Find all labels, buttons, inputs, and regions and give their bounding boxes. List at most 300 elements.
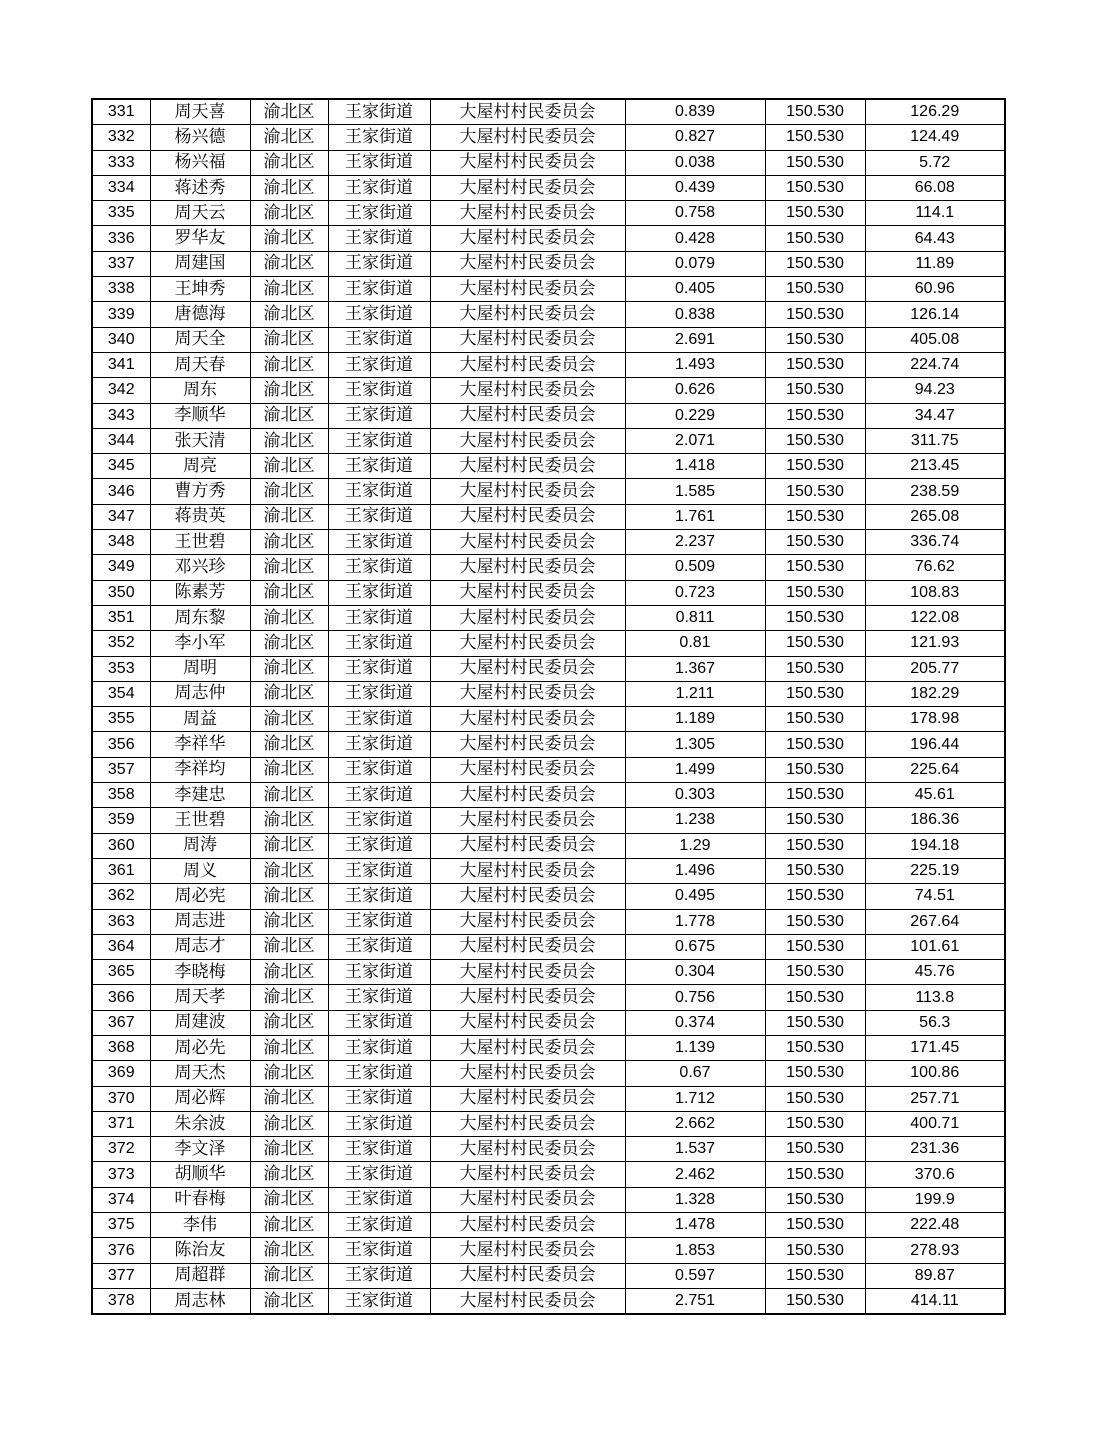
rate-cell: 150.530 [765, 201, 865, 226]
amount-cell: 194.18 [865, 833, 1005, 858]
committee-cell: 大屋村村民委员会 [430, 428, 625, 453]
committee-cell: 大屋村村民委员会 [430, 1162, 625, 1187]
committee-cell: 大屋村村民委员会 [430, 302, 625, 327]
committee-cell: 大屋村村民委员会 [430, 580, 625, 605]
street-cell: 王家街道 [328, 732, 430, 757]
street-cell: 王家街道 [328, 1086, 430, 1111]
table-row [92, 757, 1005, 782]
street-cell: 王家街道 [328, 1010, 430, 1035]
area-cell: 1.418 [625, 454, 765, 479]
area-cell: 1.537 [625, 1137, 765, 1162]
amount-cell: 126.14 [865, 302, 1005, 327]
area-cell: 1.238 [625, 808, 765, 833]
district-cell: 渝北区 [250, 1010, 328, 1035]
amount-cell: 265.08 [865, 504, 1005, 529]
table-row [92, 479, 1005, 504]
table-row [92, 884, 1005, 909]
name-cell: 周志林 [150, 1288, 250, 1314]
amount-cell: 257.71 [865, 1086, 1005, 1111]
district-cell: 渝北区 [250, 226, 328, 251]
table-row [92, 1288, 1005, 1314]
committee-cell: 大屋村村民委员会 [430, 1238, 625, 1263]
committee-cell: 大屋村村民委员会 [430, 1010, 625, 1035]
rate-cell: 150.530 [765, 707, 865, 732]
table-row [92, 985, 1005, 1010]
area-cell: 0.405 [625, 277, 765, 302]
street-cell: 王家街道 [328, 428, 430, 453]
name-cell: 周志进 [150, 909, 250, 934]
serial-number-cell: 342 [92, 378, 150, 403]
street-cell: 王家街道 [328, 1288, 430, 1314]
table-row [92, 707, 1005, 732]
serial-number-cell: 343 [92, 403, 150, 428]
table-row [92, 631, 1005, 656]
amount-cell: 60.96 [865, 277, 1005, 302]
street-cell: 王家街道 [328, 277, 430, 302]
serial-number-cell: 339 [92, 302, 150, 327]
committee-cell: 大屋村村民委员会 [430, 454, 625, 479]
amount-cell: 405.08 [865, 327, 1005, 352]
table-body [92, 99, 1005, 1314]
area-cell: 0.597 [625, 1263, 765, 1288]
table-row [92, 99, 1005, 125]
area-cell: 0.509 [625, 555, 765, 580]
amount-cell: 400.71 [865, 1111, 1005, 1136]
area-cell: 1.499 [625, 757, 765, 782]
name-cell: 李祥华 [150, 732, 250, 757]
committee-cell: 大屋村村民委员会 [430, 125, 625, 150]
table-row [92, 1086, 1005, 1111]
amount-cell: 267.64 [865, 909, 1005, 934]
committee-cell: 大屋村村民委员会 [430, 1137, 625, 1162]
district-cell: 渝北区 [250, 277, 328, 302]
table-row [92, 1263, 1005, 1288]
street-cell: 王家街道 [328, 251, 430, 276]
street-cell: 王家街道 [328, 150, 430, 175]
name-cell: 杨兴福 [150, 150, 250, 175]
area-cell: 0.439 [625, 175, 765, 200]
table-row [92, 150, 1005, 175]
street-cell: 王家街道 [328, 985, 430, 1010]
street-cell: 王家街道 [328, 454, 430, 479]
district-cell: 渝北区 [250, 352, 328, 377]
rate-cell: 150.530 [765, 681, 865, 706]
street-cell: 王家街道 [328, 1213, 430, 1238]
amount-cell: 5.72 [865, 150, 1005, 175]
area-cell: 1.853 [625, 1238, 765, 1263]
serial-number-cell: 377 [92, 1263, 150, 1288]
street-cell: 王家街道 [328, 580, 430, 605]
table-row [92, 732, 1005, 757]
committee-cell: 大屋村村民委员会 [430, 934, 625, 959]
street-cell: 王家街道 [328, 479, 430, 504]
committee-cell: 大屋村村民委员会 [430, 681, 625, 706]
rate-cell: 150.530 [765, 1263, 865, 1288]
amount-cell: 224.74 [865, 352, 1005, 377]
name-cell: 叶春梅 [150, 1187, 250, 1212]
rate-cell: 150.530 [765, 175, 865, 200]
table-row [92, 783, 1005, 808]
committee-cell: 大屋村村民委员会 [430, 201, 625, 226]
serial-number-cell: 334 [92, 175, 150, 200]
street-cell: 王家街道 [328, 909, 430, 934]
table-row [92, 1111, 1005, 1136]
street-cell: 王家街道 [328, 808, 430, 833]
rate-cell: 150.530 [765, 479, 865, 504]
name-cell: 罗华友 [150, 226, 250, 251]
rate-cell: 150.530 [765, 909, 865, 934]
amount-cell: 11.89 [865, 251, 1005, 276]
table-row [92, 378, 1005, 403]
district-cell: 渝北区 [250, 99, 328, 125]
street-cell: 王家街道 [328, 884, 430, 909]
committee-cell: 大屋村村民委员会 [430, 1061, 625, 1086]
area-cell: 0.838 [625, 302, 765, 327]
committee-cell: 大屋村村民委员会 [430, 960, 625, 985]
district-cell: 渝北区 [250, 808, 328, 833]
street-cell: 王家街道 [328, 403, 430, 428]
table-row [92, 352, 1005, 377]
district-cell: 渝北区 [250, 378, 328, 403]
district-cell: 渝北区 [250, 631, 328, 656]
area-cell: 0.304 [625, 960, 765, 985]
district-cell: 渝北区 [250, 960, 328, 985]
street-cell: 王家街道 [328, 201, 430, 226]
street-cell: 王家街道 [328, 605, 430, 630]
street-cell: 王家街道 [328, 352, 430, 377]
serial-number-cell: 356 [92, 732, 150, 757]
name-cell: 李伟 [150, 1213, 250, 1238]
street-cell: 王家街道 [328, 99, 430, 125]
serial-number-cell: 364 [92, 934, 150, 959]
name-cell: 周建波 [150, 1010, 250, 1035]
rate-cell: 150.530 [765, 454, 865, 479]
committee-cell: 大屋村村民委员会 [430, 352, 625, 377]
table-row [92, 555, 1005, 580]
amount-cell: 336.74 [865, 530, 1005, 555]
table-row [92, 1187, 1005, 1212]
table-row [92, 681, 1005, 706]
street-cell: 王家街道 [328, 757, 430, 782]
rate-cell: 150.530 [765, 428, 865, 453]
street-cell: 王家街道 [328, 125, 430, 150]
district-cell: 渝北区 [250, 1288, 328, 1314]
rate-cell: 150.530 [765, 226, 865, 251]
amount-cell: 199.9 [865, 1187, 1005, 1212]
name-cell: 周天喜 [150, 99, 250, 125]
committee-cell: 大屋村村民委员会 [430, 605, 625, 630]
serial-number-cell: 340 [92, 327, 150, 352]
table-row [92, 428, 1005, 453]
table-row [92, 1238, 1005, 1263]
serial-number-cell: 333 [92, 150, 150, 175]
area-cell: 1.29 [625, 833, 765, 858]
area-cell: 2.751 [625, 1288, 765, 1314]
committee-cell: 大屋村村民委员会 [430, 909, 625, 934]
name-cell: 周建国 [150, 251, 250, 276]
serial-number-cell: 374 [92, 1187, 150, 1212]
table-row [92, 1137, 1005, 1162]
area-cell: 2.691 [625, 327, 765, 352]
name-cell: 周亮 [150, 454, 250, 479]
amount-cell: 196.44 [865, 732, 1005, 757]
name-cell: 周东 [150, 378, 250, 403]
table-row [92, 302, 1005, 327]
district-cell: 渝北区 [250, 428, 328, 453]
rate-cell: 150.530 [765, 631, 865, 656]
committee-cell: 大屋村村民委员会 [430, 555, 625, 580]
serial-number-cell: 352 [92, 631, 150, 656]
street-cell: 王家街道 [328, 555, 430, 580]
name-cell: 周益 [150, 707, 250, 732]
name-cell: 周天春 [150, 352, 250, 377]
amount-cell: 122.08 [865, 605, 1005, 630]
district-cell: 渝北区 [250, 150, 328, 175]
amount-cell: 100.86 [865, 1061, 1005, 1086]
rate-cell: 150.530 [765, 504, 865, 529]
rate-cell: 150.530 [765, 960, 865, 985]
street-cell: 王家街道 [328, 1162, 430, 1187]
district-cell: 渝北区 [250, 681, 328, 706]
district-cell: 渝北区 [250, 605, 328, 630]
amount-cell: 74.51 [865, 884, 1005, 909]
committee-cell: 大屋村村民委员会 [430, 732, 625, 757]
name-cell: 李祥均 [150, 757, 250, 782]
serial-number-cell: 365 [92, 960, 150, 985]
name-cell: 朱余波 [150, 1111, 250, 1136]
street-cell: 王家街道 [328, 504, 430, 529]
serial-number-cell: 357 [92, 757, 150, 782]
name-cell: 蒋述秀 [150, 175, 250, 200]
rate-cell: 150.530 [765, 833, 865, 858]
rate-cell: 150.530 [765, 783, 865, 808]
area-cell: 0.374 [625, 1010, 765, 1035]
street-cell: 王家街道 [328, 1061, 430, 1086]
rate-cell: 150.530 [765, 302, 865, 327]
district-cell: 渝北区 [250, 125, 328, 150]
committee-cell: 大屋村村民委员会 [430, 884, 625, 909]
street-cell: 王家街道 [328, 327, 430, 352]
rate-cell: 150.530 [765, 1137, 865, 1162]
area-cell: 1.211 [625, 681, 765, 706]
street-cell: 王家街道 [328, 681, 430, 706]
name-cell: 李小军 [150, 631, 250, 656]
data-table [91, 98, 1006, 1315]
district-cell: 渝北区 [250, 530, 328, 555]
street-cell: 王家街道 [328, 934, 430, 959]
rate-cell: 150.530 [765, 1187, 865, 1212]
rate-cell: 150.530 [765, 150, 865, 175]
table-row [92, 909, 1005, 934]
amount-cell: 114.1 [865, 201, 1005, 226]
serial-number-cell: 366 [92, 985, 150, 1010]
district-cell: 渝北区 [250, 504, 328, 529]
amount-cell: 205.77 [865, 656, 1005, 681]
committee-cell: 大屋村村民委员会 [430, 530, 625, 555]
committee-cell: 大屋村村民委员会 [430, 757, 625, 782]
district-cell: 渝北区 [250, 884, 328, 909]
district-cell: 渝北区 [250, 1162, 328, 1187]
district-cell: 渝北区 [250, 909, 328, 934]
name-cell: 王坤秀 [150, 277, 250, 302]
area-cell: 1.493 [625, 352, 765, 377]
name-cell: 曹方秀 [150, 479, 250, 504]
rate-cell: 150.530 [765, 125, 865, 150]
table-row [92, 1061, 1005, 1086]
name-cell: 周必先 [150, 1035, 250, 1060]
committee-cell: 大屋村村民委员会 [430, 1263, 625, 1288]
name-cell: 周天孝 [150, 985, 250, 1010]
amount-cell: 101.61 [865, 934, 1005, 959]
rate-cell: 150.530 [765, 1162, 865, 1187]
street-cell: 王家街道 [328, 1238, 430, 1263]
serial-number-cell: 332 [92, 125, 150, 150]
district-cell: 渝北区 [250, 858, 328, 883]
rate-cell: 150.530 [765, 277, 865, 302]
serial-number-cell: 358 [92, 783, 150, 808]
name-cell: 李顺华 [150, 403, 250, 428]
district-cell: 渝北区 [250, 201, 328, 226]
amount-cell: 76.62 [865, 555, 1005, 580]
district-cell: 渝北区 [250, 1187, 328, 1212]
amount-cell: 225.64 [865, 757, 1005, 782]
name-cell: 王世碧 [150, 808, 250, 833]
rate-cell: 150.530 [765, 1213, 865, 1238]
table-row [92, 226, 1005, 251]
district-cell: 渝北区 [250, 403, 328, 428]
committee-cell: 大屋村村民委员会 [430, 783, 625, 808]
street-cell: 王家街道 [328, 783, 430, 808]
serial-number-cell: 350 [92, 580, 150, 605]
table-row [92, 175, 1005, 200]
rate-cell: 150.530 [765, 985, 865, 1010]
serial-number-cell: 348 [92, 530, 150, 555]
table-row [92, 808, 1005, 833]
area-cell: 2.237 [625, 530, 765, 555]
rate-cell: 150.530 [765, 858, 865, 883]
amount-cell: 222.48 [865, 1213, 1005, 1238]
area-cell: 0.827 [625, 125, 765, 150]
rate-cell: 150.530 [765, 656, 865, 681]
table-row [92, 1010, 1005, 1035]
area-cell: 1.496 [625, 858, 765, 883]
street-cell: 王家街道 [328, 175, 430, 200]
serial-number-cell: 360 [92, 833, 150, 858]
area-cell: 0.428 [625, 226, 765, 251]
serial-number-cell: 331 [92, 99, 150, 125]
street-cell: 王家街道 [328, 226, 430, 251]
table-row [92, 858, 1005, 883]
serial-number-cell: 375 [92, 1213, 150, 1238]
district-cell: 渝北区 [250, 1111, 328, 1136]
serial-number-cell: 345 [92, 454, 150, 479]
name-cell: 胡顺华 [150, 1162, 250, 1187]
amount-cell: 89.87 [865, 1263, 1005, 1288]
name-cell: 邓兴珍 [150, 555, 250, 580]
rate-cell: 150.530 [765, 757, 865, 782]
committee-cell: 大屋村村民委员会 [430, 251, 625, 276]
serial-number-cell: 347 [92, 504, 150, 529]
rate-cell: 150.530 [765, 555, 865, 580]
serial-number-cell: 346 [92, 479, 150, 504]
amount-cell: 124.49 [865, 125, 1005, 150]
committee-cell: 大屋村村民委员会 [430, 99, 625, 125]
name-cell: 张天清 [150, 428, 250, 453]
serial-number-cell: 351 [92, 605, 150, 630]
street-cell: 王家街道 [328, 707, 430, 732]
area-cell: 1.712 [625, 1086, 765, 1111]
committee-cell: 大屋村村民委员会 [430, 1111, 625, 1136]
district-cell: 渝北区 [250, 732, 328, 757]
serial-number-cell: 363 [92, 909, 150, 934]
table-row [92, 530, 1005, 555]
name-cell: 王世碧 [150, 530, 250, 555]
rate-cell: 150.530 [765, 403, 865, 428]
amount-cell: 414.11 [865, 1288, 1005, 1314]
rate-cell: 150.530 [765, 1035, 865, 1060]
serial-number-cell: 362 [92, 884, 150, 909]
district-cell: 渝北区 [250, 479, 328, 504]
district-cell: 渝北区 [250, 783, 328, 808]
name-cell: 周东黎 [150, 605, 250, 630]
street-cell: 王家街道 [328, 858, 430, 883]
rate-cell: 150.530 [765, 1238, 865, 1263]
area-cell: 0.675 [625, 934, 765, 959]
district-cell: 渝北区 [250, 454, 328, 479]
table-row [92, 201, 1005, 226]
committee-cell: 大屋村村民委员会 [430, 150, 625, 175]
amount-cell: 126.29 [865, 99, 1005, 125]
area-cell: 0.81 [625, 631, 765, 656]
area-cell: 2.662 [625, 1111, 765, 1136]
table-row [92, 960, 1005, 985]
district-cell: 渝北区 [250, 656, 328, 681]
serial-number-cell: 372 [92, 1137, 150, 1162]
district-cell: 渝北区 [250, 175, 328, 200]
serial-number-cell: 354 [92, 681, 150, 706]
serial-number-cell: 353 [92, 656, 150, 681]
committee-cell: 大屋村村民委员会 [430, 403, 625, 428]
area-cell: 0.303 [625, 783, 765, 808]
area-cell: 1.761 [625, 504, 765, 529]
table-row [92, 125, 1005, 150]
name-cell: 周天云 [150, 201, 250, 226]
name-cell: 周志仲 [150, 681, 250, 706]
serial-number-cell: 341 [92, 352, 150, 377]
street-cell: 王家街道 [328, 530, 430, 555]
district-cell: 渝北区 [250, 1086, 328, 1111]
name-cell: 唐德海 [150, 302, 250, 327]
table-row [92, 504, 1005, 529]
district-cell: 渝北区 [250, 327, 328, 352]
name-cell: 周必辉 [150, 1086, 250, 1111]
area-cell: 0.67 [625, 1061, 765, 1086]
amount-cell: 56.3 [865, 1010, 1005, 1035]
area-cell: 1.328 [625, 1187, 765, 1212]
serial-number-cell: 336 [92, 226, 150, 251]
serial-number-cell: 344 [92, 428, 150, 453]
amount-cell: 231.36 [865, 1137, 1005, 1162]
rate-cell: 150.530 [765, 251, 865, 276]
rate-cell: 150.530 [765, 808, 865, 833]
committee-cell: 大屋村村民委员会 [430, 833, 625, 858]
name-cell: 周必宪 [150, 884, 250, 909]
serial-number-cell: 361 [92, 858, 150, 883]
name-cell: 周志才 [150, 934, 250, 959]
amount-cell: 121.93 [865, 631, 1005, 656]
name-cell: 周天全 [150, 327, 250, 352]
table-row [92, 277, 1005, 302]
